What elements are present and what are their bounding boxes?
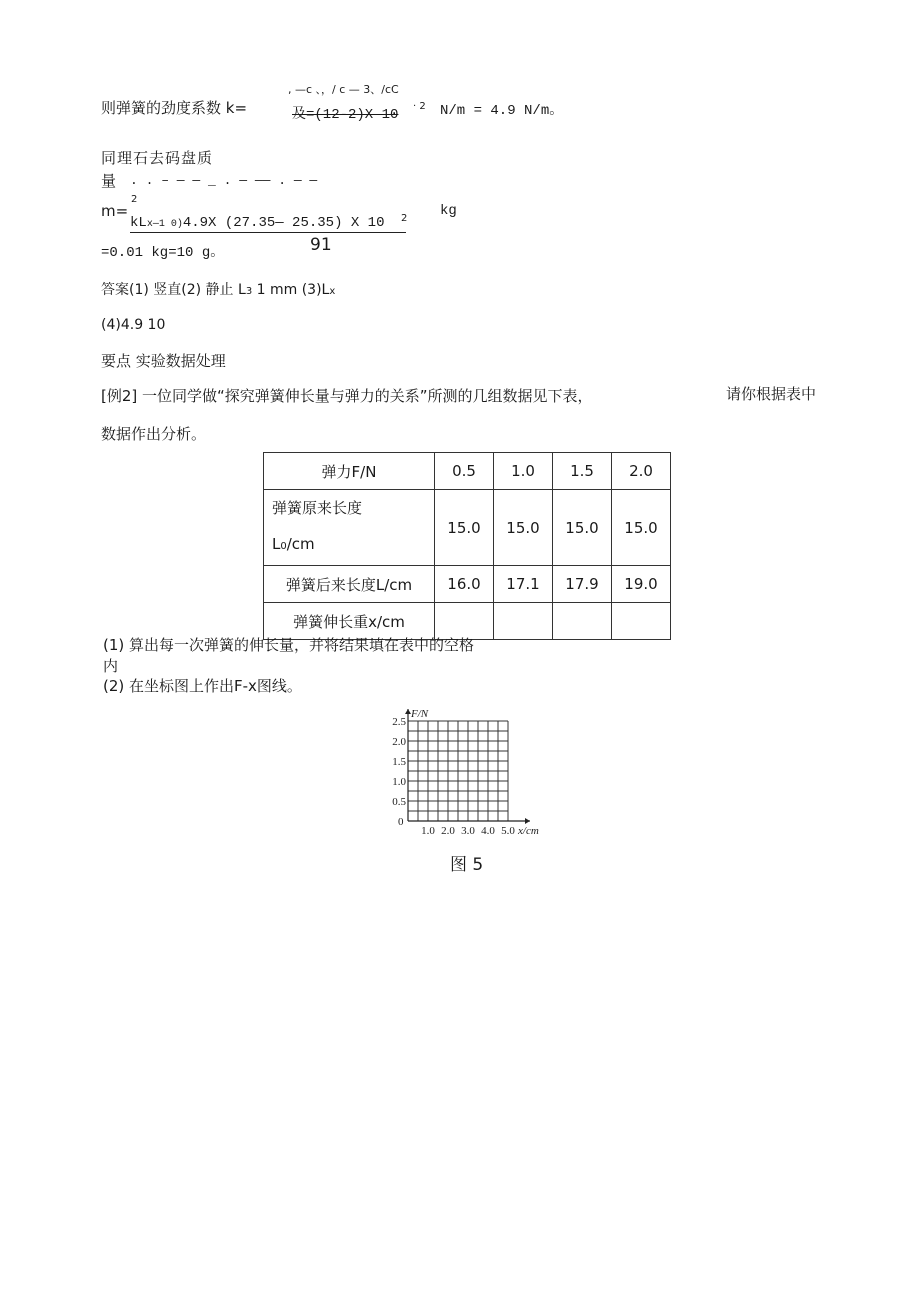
mass-unit: kg: [440, 203, 457, 219]
table-cell: 1.0: [494, 453, 553, 490]
x-axis-arrow: [525, 818, 530, 824]
x-axis-label: x/cm: [518, 825, 539, 837]
table-header-original-length: [264, 490, 435, 566]
table-row: [264, 490, 671, 566]
kl-subscript-rest: —1 0): [152, 219, 183, 230]
example-text-1: [例2] 一位同学做“探究弹簧伸长量与弹力的关系”所测的几组数据见下表，: [101, 387, 593, 405]
table-cell-empty[interactable]: [553, 603, 612, 640]
table-cell: 15.0: [612, 490, 671, 566]
question-2: (2) 在坐标图上作出F-x图线。: [103, 677, 302, 695]
question-1: (1) 算出每一次弹簧的伸长量，并将结果填在表中的空格: [103, 636, 475, 654]
section-title: 要点 实验数据处理: [101, 352, 226, 370]
k-fraction-denominator: 及=(12-2)X 10: [292, 107, 399, 123]
y-tick-label: 1.0: [392, 776, 406, 788]
mass-exp: 2: [401, 213, 408, 224]
y-axis-label: F/N: [411, 708, 429, 720]
l-sub-0: 0: [280, 541, 287, 552]
data-table: [263, 452, 671, 640]
mass-noise-line: . . – — — _ . — —— . — —: [130, 173, 318, 188]
answer-line-1: [101, 283, 335, 297]
k-fraction-exponent: · 2: [413, 101, 426, 112]
x-tick-label: 4.0: [481, 825, 495, 837]
table-cell: 15.0: [553, 490, 612, 566]
mass-result: =0.01 kg=10 g。: [101, 245, 225, 261]
mass-denominator: 91: [310, 235, 332, 255]
answer-sub-x: x: [329, 286, 336, 297]
example-text-2: 数据作出分析。: [101, 425, 207, 443]
y-tick-label: 2.5: [392, 716, 406, 728]
table-cell: 0.5: [435, 453, 494, 490]
kl-subscript: x: [146, 219, 153, 230]
table-cell: 17.9: [553, 566, 612, 603]
table-row: [264, 603, 671, 640]
y-tick-label: 1.5: [392, 756, 406, 768]
x-tick-label: 2.0: [441, 825, 455, 837]
table-row: [264, 453, 671, 490]
y-tick-label: 0.5: [392, 796, 406, 808]
table-cell: 16.0: [435, 566, 494, 603]
table-cell-empty[interactable]: [435, 603, 494, 640]
table-row: [264, 566, 671, 603]
x-tick-label: 1.0: [421, 825, 435, 837]
table-cell: 15.0: [494, 490, 553, 566]
mass-label: 同理石去码盘质: [101, 149, 214, 167]
answer-mid: 1 mm (3)L: [252, 282, 330, 298]
question-1-cont: 内: [103, 657, 119, 675]
table-cell: 2.0: [612, 453, 671, 490]
y-tick-label: 2.0: [392, 736, 406, 748]
m-equals: m=: [101, 202, 129, 220]
table-cell: 15.0: [435, 490, 494, 566]
figure-caption: 图 5: [450, 855, 484, 875]
answer-line-2: (4)4.9 10: [101, 317, 166, 333]
mass-sup: 2: [131, 194, 138, 205]
numerator-main: 4.9X (27.35— 25.35) X 10: [182, 215, 385, 231]
table-cell-empty[interactable]: [494, 603, 553, 640]
table-header-extension: 弹簧伸长重x/cm: [264, 603, 435, 640]
header-text-a: 弹簧原来长度: [272, 499, 363, 517]
k-result: N/m = 4.9 N/m。: [440, 103, 564, 119]
coordinate-grid-figure: [368, 703, 548, 839]
mass-numerator: [130, 213, 408, 233]
coordinate-grid-svg: [368, 703, 548, 839]
x-tick-label: 5.0: [501, 825, 515, 837]
table-cell: 19.0: [612, 566, 671, 603]
answer-sub-3: 3: [245, 286, 253, 297]
example-text-1-right: 请你根据表中: [726, 385, 817, 403]
origin-label: 0: [398, 816, 404, 828]
answer-prefix: 答案(1) 竖直(2) 静止 L: [101, 282, 246, 298]
spring-constant-label: 则弹簧的劲度系数 k=: [101, 99, 248, 117]
l-unit: /cm: [286, 535, 315, 553]
table-header-force: 弹力F/N: [264, 453, 435, 490]
x-tick-label: 3.0: [461, 825, 475, 837]
formula-overhead-noise: , —c 、，/ c — 3、/cC: [288, 83, 399, 96]
kl-symbol: kL: [130, 215, 147, 231]
l-symbol: L: [272, 535, 281, 553]
table-cell: 17.1: [494, 566, 553, 603]
table-cell: 1.5: [553, 453, 612, 490]
table-cell-empty[interactable]: [612, 603, 671, 640]
header-text-b: [272, 526, 434, 565]
mass-label-cont: 量: [101, 172, 117, 190]
table-header-final-length: 弹簧后来长度L/cm: [264, 566, 435, 603]
